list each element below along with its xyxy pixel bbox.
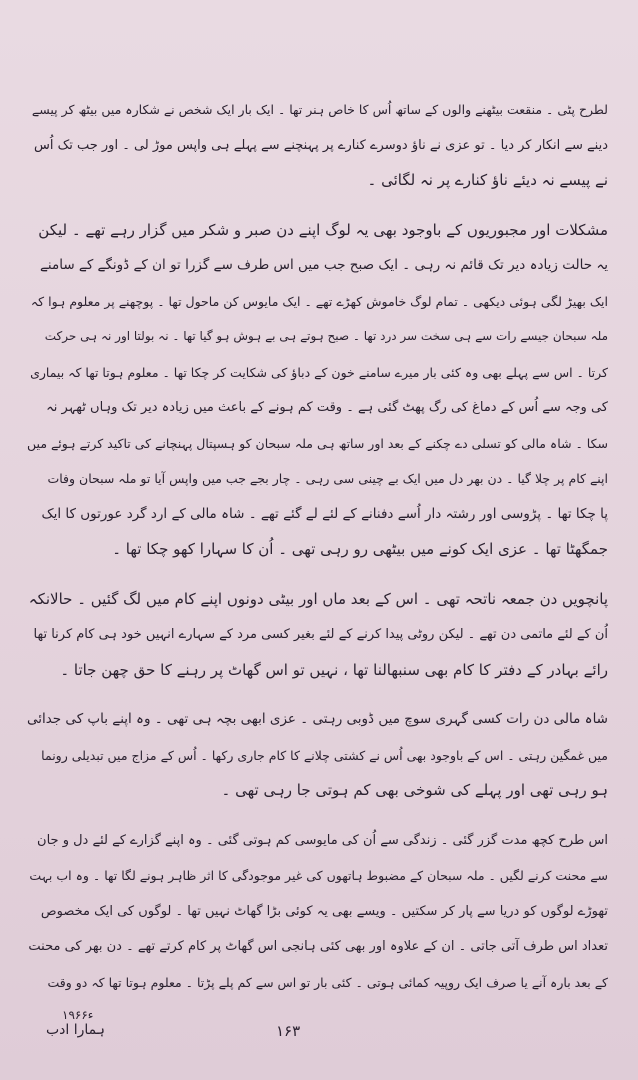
text-line: سکا ۔ شاہ مالی کو تسلی دے چکنے کے بعد اور ساتھ ہی ملہ سبحان کو ہسپتال پہنچانے کی تاکید کرتے ہوئے میں <box>27 435 608 451</box>
text-line: کرتا ۔ اس سے پہلے بھی وہ کئی بار میرے سامنے خون کے دباؤ کی شکایت کر چکا تھا ۔ معلوم ہوتا تھا کہ بیماری <box>30 364 608 380</box>
text-line: لطرح پٹی ۔ منقعت بیٹھنے والوں کے ساتھ اُس کا خاص ہنر تھا ۔ ایک بار ایک شخص نے شکارہ میں بیٹھ کر پیسے <box>31 102 608 117</box>
magazine-name: ہمارا ادب <box>46 1022 105 1038</box>
paragraph <box>26 92 608 199</box>
text-line: پانچویں دن جمعہ ناتحہ تھی ۔ اس کے بعد ماں اور بیٹی دونوں اپنے کام میں لگ گئیں ۔ حالانکہ <box>28 589 608 608</box>
text-line: یہ حالت زیادہ دیر تک قائم نہ رہی ۔ ایک صبح جب میں اس طرف سے گزرا تو ان کے ڈونگے کے سامنے <box>39 257 608 273</box>
text-line: اپنے کام پر چلا گیا ۔ دن بھر دل میں ایک بے چینی سی رہی ۔ چار بجے جب میں واپس آیا تو ملہ سبحان وفات <box>47 471 608 486</box>
article-body <box>26 92 608 1014</box>
text-line: رائے بہادر کے دفتر کا کام بھی سنبھالنا تھا ، نہیں تو اس گھاٹ پر رہنے کا حق چھن جاتا ۔ <box>60 660 608 679</box>
publication-year: ۱۹۶۶ء <box>62 1008 94 1022</box>
text-line: سے محنت کرنے لگیں ۔ ملہ سبحان کے مضبوط ہاتھوں کی غیر موجودگی کا اثر ظاہر ہونے لگا تھا ۔ وہ اب بہت <box>29 868 608 883</box>
text-line: کی وجہ سے اُس کے دماغ کی رگ پھٹ گئی ہے ۔ وقت کم ہونے کے باعث میں زیادہ دیر تک وہاں ٹھہر نہ <box>46 400 608 415</box>
page-number: ۱۶۳ <box>276 1022 301 1040</box>
text-line: اس طرح کچھ مدت گزر گئی ۔ زندگی سے اُن کی مایوسی کم ہوتی گئی ۔ وہ اپنے گزارے کے لئے دل و جان <box>37 832 608 848</box>
text-line: نے پیسے نہ دیئے ناؤ کنارے پر نہ لگائی ۔ <box>367 171 608 189</box>
paragraph <box>26 213 608 568</box>
text-line: پا چکا تھا ۔ پڑوسی اور رشتہ دار اُسے دفنانے کے لئے لے گئے تھے ۔ شاہ مالی کے ارد گرد عورتوں کا ایک <box>41 505 608 522</box>
text-line: تھوڑے لوگوں کو دریا سے پار کر سکتیں ۔ ویسے بھی یہ کوئی بڑا گھاٹ نہیں تھا ۔ لوگوں کی ایک مخصوص <box>40 903 608 919</box>
text-line: مشکلات اور مجبوریوں کے باوجود بھی یہ لوگ اپنے دن صبر و شکر میں گزار رہے تھے ۔ لیکن <box>38 220 608 239</box>
text-line: دینے سے انکار کر دیا ۔ تو عزی نے ناؤ دوسرے کنارے پر پہنچنے سے پہلے ہی واپس موڑ لی ۔ اور جب تک اُس <box>33 137 608 153</box>
page-footer <box>0 1008 638 1068</box>
text-line: کے بعد بارہ آنے یا صرف ایک روپیہ کمائی ہوتی ۔ کئی بار تو اس سے کم پلے پڑتا ۔ معلوم ہوتا تھا کہ دو وقت <box>47 974 608 990</box>
paragraph <box>26 702 608 809</box>
text-line: ملہ سبحان جیسے رات سے ہی سخت سر درد تھا ۔ صبح ہوتے ہی بے ہوش ہو گیا تھا ۔ نہ بولتا اور نہ ہی حرکت <box>44 329 608 343</box>
text-line: شاہ مالی دن رات کسی گہری سوچ میں ڈوبی رہتی ۔ عزی ابھی بچہ ہی تھی ۔ وہ اپنے باپ کی جدائی <box>26 711 608 727</box>
text-line: میں غمگین رہتی ۔ اس کے باوجود بھی اُس نے کشتی چلانے کا کام جاری رکھا ۔ اُس کے مزاج میں تبدیلی رونما <box>41 747 608 763</box>
text-line: تعداد اس طرف آتی جاتی ۔ ان کے علاوہ اور بھی کئی ہانجی اس گھاٹ پر کام کرتے تھے ۔ دن بھر کی محنت <box>28 939 608 954</box>
text-line: جمگھٹا تھا ۔ عزی ایک کونے میں بیٹھی رو رہی تھی ۔ اُن کا سہارا کھو چکا تھا ۔ <box>112 540 608 558</box>
text-line: ہو رہی تھی اور پہلے کی شوخی بھی کم ہوتی جا رہی تھی ۔ <box>221 781 608 799</box>
paragraph <box>26 582 608 689</box>
text-line: اُن کے لئے ماتمی دن تھے ۔ لیکن روٹی پیدا کرنے کے لئے بغیر کسی مرد کے سہارے انہیں خود ہی کام کرنا تھا <box>33 627 608 642</box>
paragraph <box>26 823 608 1001</box>
text-line: ایک بھیڑ لگی ہوئی دیکھی ۔ تمام لوگ خاموش کھڑے تھے ۔ ایک مایوس کن ماحول تھا ۔ پوچھنے پر معلوم ہوا کہ <box>30 293 608 309</box>
